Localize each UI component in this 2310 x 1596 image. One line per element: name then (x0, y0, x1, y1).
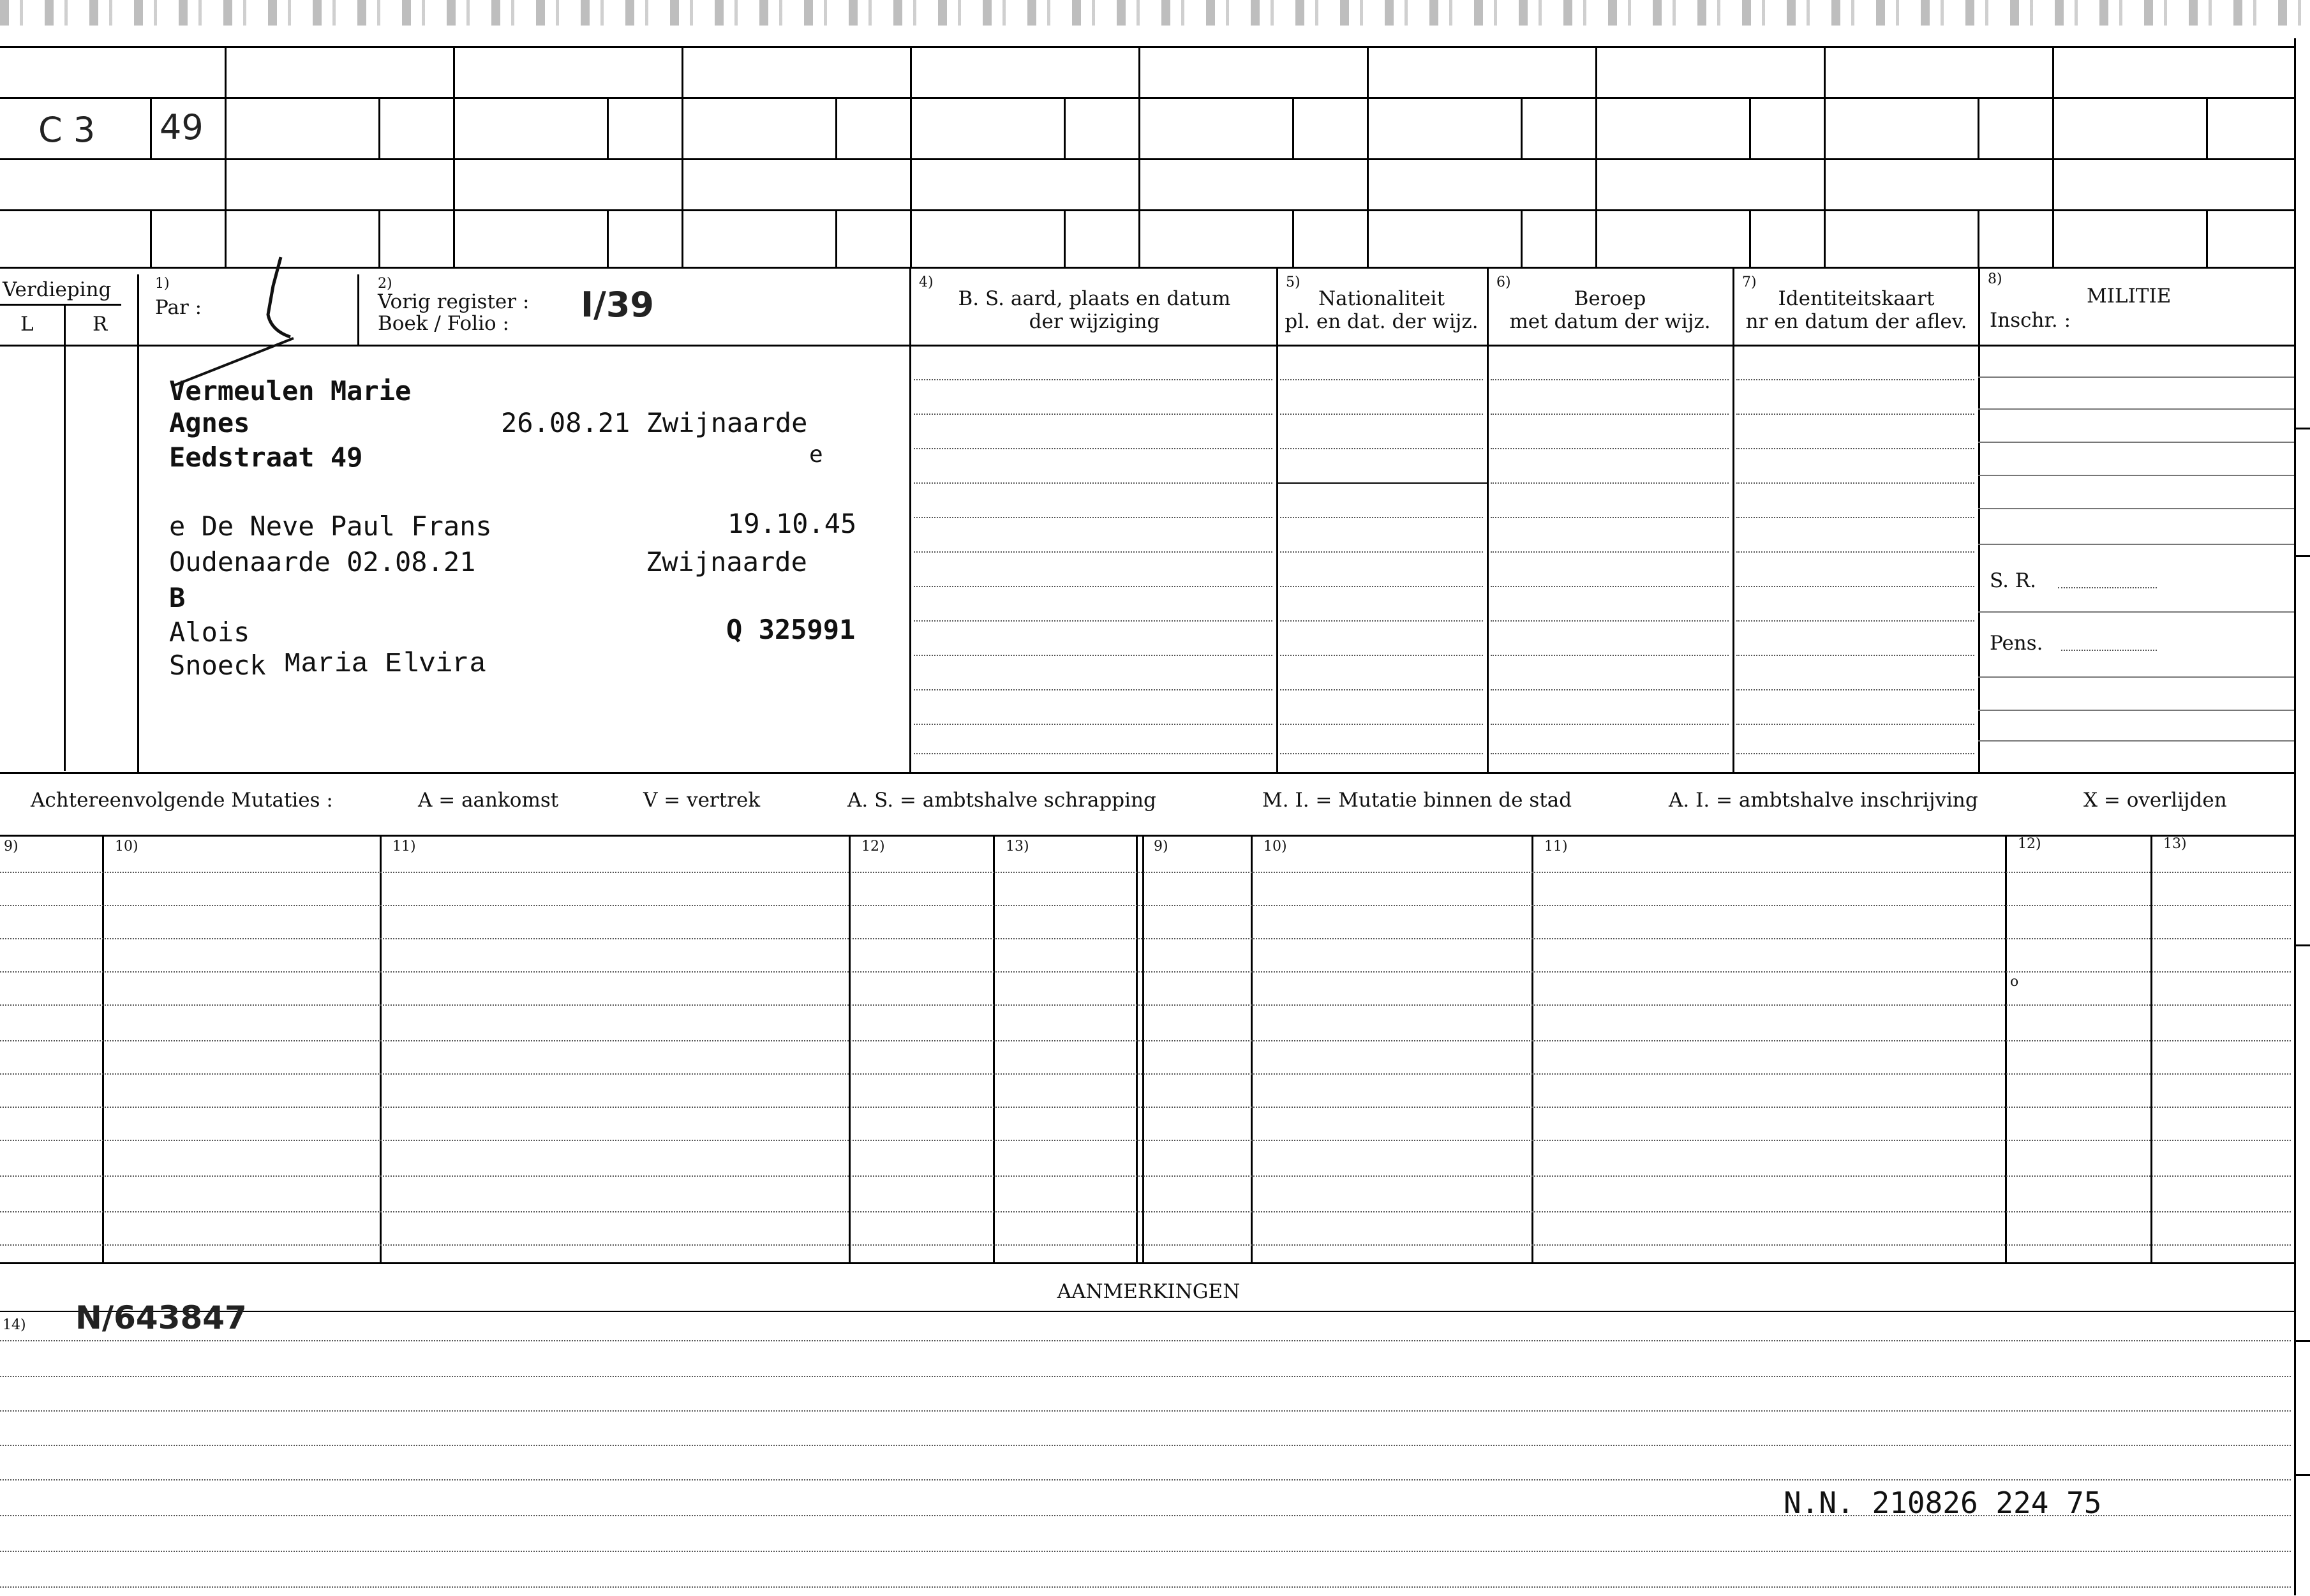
person-code-b: B (169, 582, 186, 613)
legend-vertrek: V = vertrek (643, 789, 761, 812)
spouse-name: e De Neve Paul Frans (169, 511, 492, 542)
legend-ambtshalve-schrapping: A. S. = ambtshalve schrapping (847, 789, 1156, 812)
spouse-birth-place-date: Oudenaarde 02.08.21 (169, 546, 476, 578)
legend-overlijden: X = overlijden (2083, 789, 2227, 812)
person-address-mark: e (809, 442, 823, 468)
field-number-7: 7) (1742, 274, 1757, 290)
boek-folio-label: Boek / Folio : (378, 312, 509, 335)
field-number-2: 2) (378, 276, 392, 292)
scan-edge-noise (0, 0, 2310, 26)
par-label: Par : (155, 296, 202, 319)
person-name-line1: Vermeulen Marie (169, 375, 412, 406)
top-grid-number: 49 (160, 107, 204, 147)
col-l-label: L (20, 313, 34, 336)
col5-header-line1: Nationaliteit (1318, 287, 1445, 310)
field-number-8: 8) (1988, 271, 2002, 287)
mutations-title: Achtereenvolgende Mutaties : (31, 789, 333, 812)
mother-surname: Snoeck (169, 650, 266, 681)
legend-ambtshalve-inschrijving: A. I. = ambtshalve inschrijving (1669, 789, 1978, 812)
remarks-title: AANMERKINGEN (1057, 1280, 1241, 1303)
person-name-line2: Agnes (169, 407, 250, 438)
field-number-4: 4) (919, 274, 934, 290)
col4-header-line1: B. S. aard, plaats en datum (958, 287, 1231, 310)
person-birth-date-place: 26.08.21 Zwijnaarde (501, 407, 808, 438)
mut-col-13-left: 13) (1006, 839, 1029, 854)
verdieping-label: Verdieping (3, 278, 112, 301)
field-number-1: 1) (155, 276, 170, 292)
mut-col-12-left: 12) (861, 839, 885, 854)
col6-header-line1: Beroep (1574, 287, 1646, 310)
militie-title: MILITIE (2087, 285, 2172, 308)
field-number-5: 5) (1286, 274, 1300, 290)
father-name: Alois (169, 616, 250, 648)
mut-col-12-mark: o (2010, 974, 2019, 990)
col5-header-line2: pl. en dat. der wijz. (1285, 310, 1479, 333)
mut-col-12-right: 12) (2018, 836, 2041, 852)
col-r-label: R (93, 313, 108, 336)
col7-header-line1: Identiteitskaart (1778, 287, 1935, 310)
field-number-6: 6) (1496, 274, 1511, 290)
col7-header-line2: nr en datum der aflev. (1745, 310, 1967, 333)
field-number-14: 14) (3, 1317, 26, 1333)
legend-mutatie-binnen-stad: M. I. = Mutatie binnen de stad (1262, 789, 1572, 812)
spouse-town: Zwijnaarde (646, 546, 807, 578)
mut-col-9-right: 9) (1154, 839, 1168, 854)
vorig-register-value: I/39 (581, 285, 654, 325)
mother-given-names: Maria Elvira (284, 648, 486, 680)
mut-col-11-right: 11) (1544, 839, 1568, 854)
identity-card-number: Q 325991 (726, 614, 856, 645)
col6-header-line2: met datum der wijz. (1509, 310, 1711, 333)
mut-col-11-left: 11) (392, 839, 416, 854)
militie-sr-label: S. R. (1990, 569, 2037, 592)
col4-header-line2: der wijziging (1029, 310, 1160, 333)
remarks-reference-number: N/643847 (75, 1299, 247, 1336)
legend-aankomst: A = aankomst (418, 789, 559, 812)
person-address: Eedstraat 49 (169, 442, 363, 473)
vorig-register-label: Vorig register : (378, 290, 530, 313)
national-number: N.N. 210826 224 75 (1784, 1486, 2102, 1520)
militie-inschr-label: Inschr. : (1990, 309, 2071, 332)
militie-pens-label: Pens. (1990, 632, 2043, 655)
mut-col-9-left: 9) (4, 839, 19, 854)
mut-col-13-right: 13) (2163, 836, 2187, 852)
top-grid-code: C 3 (38, 110, 96, 150)
mut-col-10-left: 10) (115, 839, 138, 854)
mut-col-10-right: 10) (1263, 839, 1287, 854)
spouse-date: 19.10.45 (727, 508, 857, 539)
